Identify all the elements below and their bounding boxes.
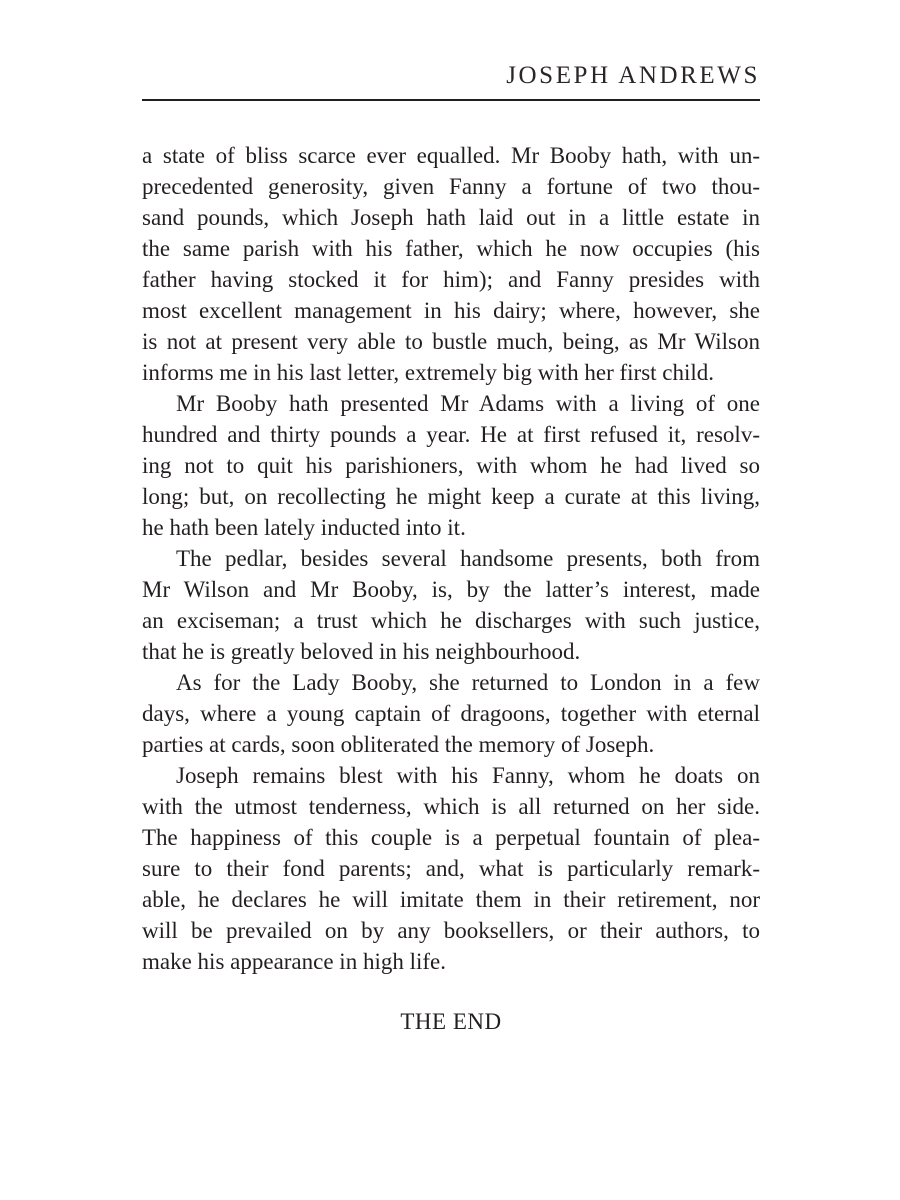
text-line: long; but, on recollecting he might keep a curate at this living, (142, 484, 760, 509)
text-line: informs me in his last letter, extremely big with her first child. (142, 360, 715, 385)
paragraph (142, 543, 760, 667)
text-line: days, where a young captain of dragoons, together with eternal (142, 701, 760, 726)
text-line: The pedlar, besides several handsome presents, both from (176, 546, 760, 571)
text-line: Mr Booby hath presented Mr Adams with a living of one (176, 391, 760, 416)
text-line: make his appearance in high life. (142, 949, 446, 974)
text-line: an exciseman; a trust which he discharges with such justice, (142, 608, 760, 633)
text-line: he hath been lately inducted into it. (142, 515, 466, 540)
text-line: Mr Wilson and Mr Booby, is, by the latter’s interest, made (142, 577, 760, 602)
text-line: a state of bliss scarce ever equalled. Mr Booby hath, with un- (142, 143, 760, 168)
text-line: sure to their fond parents; and, what is particularly remark- (142, 856, 760, 881)
text-line: precedented generosity, given Fanny a fortune of two thou- (142, 174, 760, 199)
text-line: able, he declares he will imitate them in their retirement, nor (142, 887, 760, 912)
body-text (142, 140, 760, 977)
text-line: sand pounds, which Joseph hath laid out in a little estate in (142, 205, 760, 230)
paragraph (142, 388, 760, 543)
running-head-title: JOSEPH ANDREWS (506, 62, 760, 89)
text-line: Joseph remains blest with his Fanny, whom he doats on (176, 763, 760, 788)
text-line: that he is greatly beloved in his neighbourhood. (142, 639, 581, 664)
paragraph (142, 140, 760, 388)
text-line: most excellent management in his dairy; where, however, she (142, 298, 760, 323)
header-rule (142, 99, 760, 101)
text-line: father having stocked it for him); and Fanny presides with (142, 267, 760, 292)
paragraph (142, 760, 760, 977)
text-line: hundred and thirty pounds a year. He at first refused it, resolv- (142, 422, 760, 447)
text-line: is not at present very able to bustle much, being, as Mr Wilson (142, 329, 760, 354)
text-line: the same parish with his father, which he now occupies (his (142, 236, 760, 261)
the-end-label: THE END (400, 1009, 502, 1034)
paragraph (142, 667, 760, 760)
text-line: ing not to quit his parishioners, with whom he had lived so (142, 453, 760, 478)
text-line: will be prevailed on by any booksellers, or their authors, to (142, 918, 760, 943)
text-line: The happiness of this couple is a perpetual fountain of plea- (142, 825, 760, 850)
text-line: parties at cards, soon obliterated the memory of Joseph. (142, 732, 655, 757)
text-line: As for the Lady Booby, she returned to London in a few (176, 670, 760, 695)
text-line: with the utmost tenderness, which is all returned on her side. (142, 794, 760, 819)
